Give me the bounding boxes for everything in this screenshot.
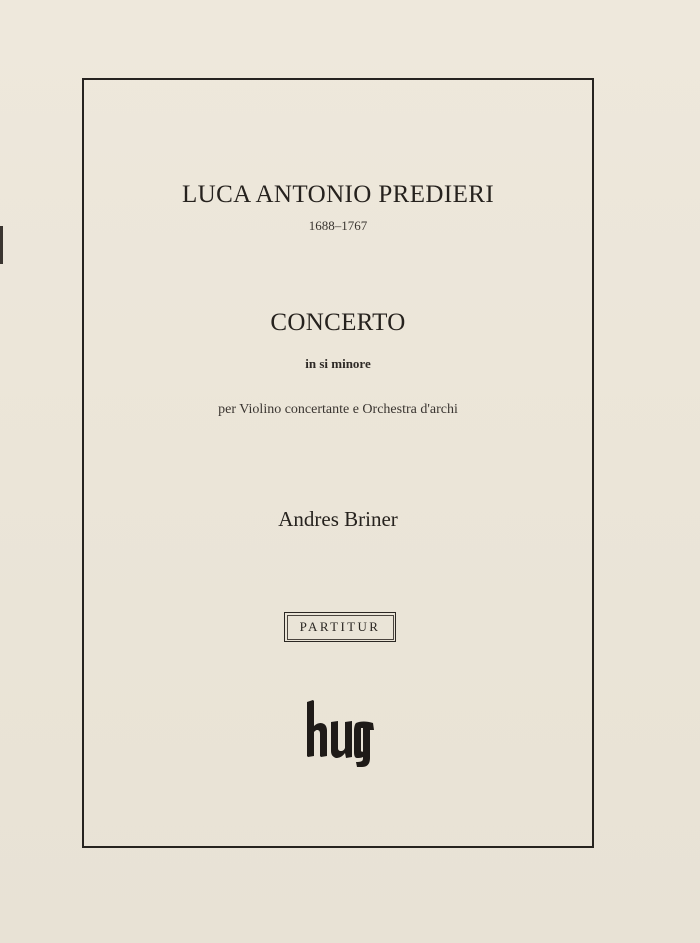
composer-dates: 1688–1767 bbox=[308, 218, 368, 233]
work-key: in si minore bbox=[305, 356, 371, 371]
editor-name: Andres Briner bbox=[278, 507, 398, 531]
score-type-label: PARTITUR bbox=[299, 619, 381, 634]
work-instrumentation: per Violino concertante e Orchestra d'archi bbox=[218, 402, 458, 417]
cover-frame bbox=[82, 78, 594, 848]
score-type-badge bbox=[284, 612, 396, 642]
work-title: CONCERTO bbox=[270, 309, 406, 336]
publisher-logo-icon bbox=[304, 700, 376, 768]
composer-name: LUCA ANTONIO PREDIERI bbox=[181, 181, 495, 208]
cover-frame-content bbox=[84, 80, 592, 846]
page-edge-mark bbox=[0, 226, 3, 264]
